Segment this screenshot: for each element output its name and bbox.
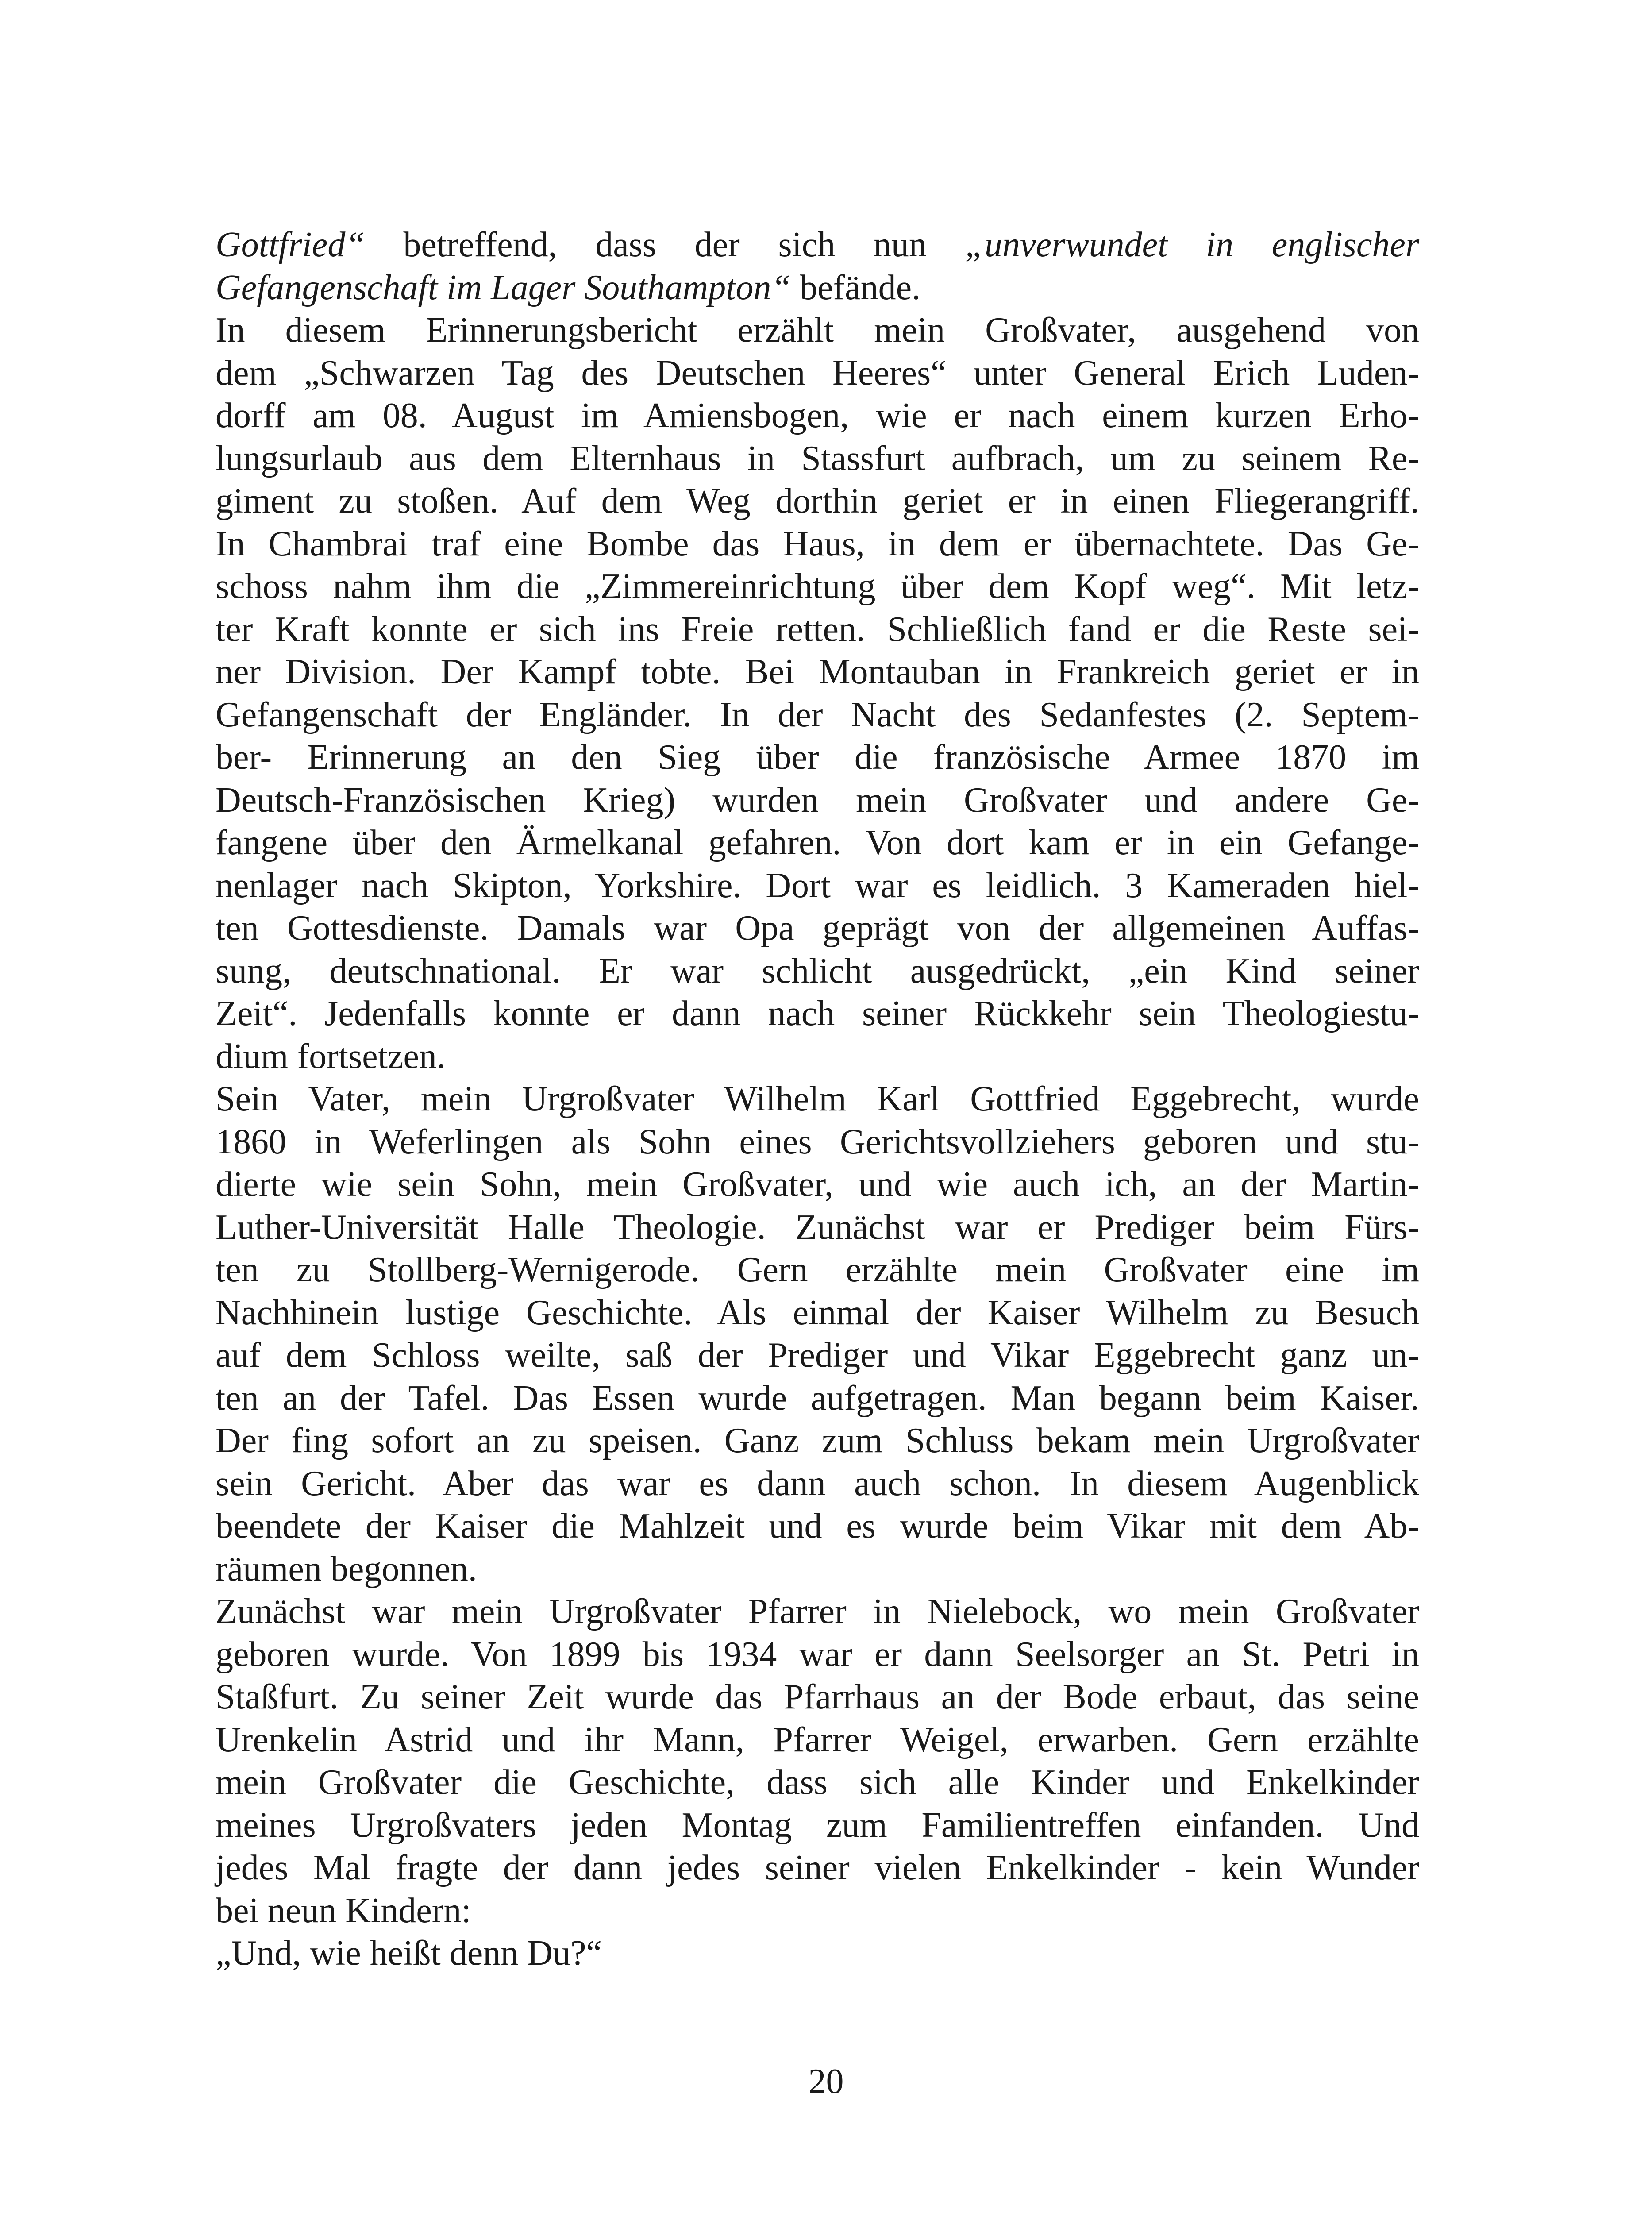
text-line xyxy=(216,907,1419,950)
text-segment: dorff am 08. August im Amiensbogen, wie er nach einem kurzen Erho- xyxy=(216,396,1419,435)
text-line xyxy=(216,1206,1419,1249)
text-line xyxy=(216,950,1419,993)
text-segment: giment zu stoßen. Auf dem Weg dorthin geriet er in einen Fliegerangriff. xyxy=(216,482,1419,520)
text-line xyxy=(216,1334,1419,1377)
text-segment: dem „Schwarzen Tag des Deutschen Heeres“ unter General Erich Luden- xyxy=(216,353,1419,393)
text-segment: ter Kraft konnte er sich ins Freie retten. Schließlich fand er die Reste sei- xyxy=(216,609,1419,649)
text-segment: In diesem Erinnerungsbericht erzählt mein Großvater, ausgehend von xyxy=(216,311,1419,350)
text-line xyxy=(216,1249,1419,1292)
text-segment: Sein Vater, mein Urgroßvater Wilhelm Karl Gottfried Eggebrecht, wurde xyxy=(216,1080,1419,1118)
text-segment: auf dem Schloss weilte, saß der Prediger und Vikar Eggebrecht ganz un- xyxy=(216,1336,1419,1375)
text-segment: betreffend, dass der sich nun xyxy=(365,225,965,264)
text-line xyxy=(216,1505,1419,1548)
text-segment: Zunächst war mein Urgroßvater Pfarrer in Nielebock, wo mein Großvater xyxy=(216,1592,1419,1631)
text-segment: sein Gericht. Aber das war es dann auch schon. In diesem Augenblick xyxy=(216,1464,1419,1503)
text-line xyxy=(216,992,1419,1035)
text-segment: Der fing sofort an zu speisen. Ganz zum Schluss bekam mein Urgroßvater xyxy=(216,1421,1419,1460)
italic-text-segment: Gottfried“ xyxy=(216,225,365,264)
text-segment: ner Division. Der Kampf tobte. Bei Montauban in Frankreich geriet er in xyxy=(216,652,1419,691)
text-line xyxy=(216,352,1419,395)
text-segment: ten Gottesdienste. Damals war Opa geprägt von der allgemeinen Auffas- xyxy=(216,909,1419,948)
body-text xyxy=(216,224,1419,1975)
text-line xyxy=(216,1633,1419,1676)
text-line xyxy=(216,1548,1419,1591)
text-segment: lungsurlaub aus dem Elternhaus in Stassfurt aufbrach, um zu seinem Re- xyxy=(216,439,1419,478)
text-segment: „Und, wie heißt denn Du?“ xyxy=(216,1934,602,1973)
text-line xyxy=(216,608,1419,651)
page-number: 20 xyxy=(808,2062,844,2101)
text-line xyxy=(216,437,1419,480)
text-line xyxy=(216,1889,1419,1932)
text-segment: bei neun Kindern: xyxy=(216,1891,471,1930)
text-segment: Deutsch-Französischen Krieg) wurden mein Großvater und andere Ge- xyxy=(216,780,1419,820)
italic-text-segment: „unverwundet in englischer xyxy=(965,225,1420,264)
text-segment: ten an der Tafel. Das Essen wurde aufgetragen. Man begann beim Kaiser. xyxy=(216,1378,1419,1418)
text-line xyxy=(216,1121,1419,1164)
text-segment: Nachhinein lustige Geschichte. Als einmal der Kaiser Wilhelm zu Besuch xyxy=(216,1293,1419,1332)
text-line xyxy=(216,651,1419,694)
text-line xyxy=(216,1462,1419,1505)
text-segment: schoss nahm ihm die „Zimmereinrichtung über dem Kopf weg“. Mit letz- xyxy=(216,567,1419,606)
text-segment: räumen begonnen. xyxy=(216,1549,477,1588)
text-line xyxy=(216,1719,1419,1762)
text-segment: dium fortsetzen. xyxy=(216,1037,446,1076)
text-segment: geboren wurde. Von 1899 bis 1934 war er dann Seelsorger an St. Petri in xyxy=(216,1635,1419,1674)
text-segment: Urenkelin Astrid und ihr Mann, Pfarrer Weigel, erwarben. Gern erzählte xyxy=(216,1720,1419,1759)
text-segment: In Chambrai traf eine Bombe das Haus, in dem er übernachtete. Das Ge- xyxy=(216,524,1419,563)
text-line xyxy=(216,1932,1419,1975)
text-line xyxy=(216,1163,1419,1206)
italic-text-segment: Gefangenschaft im Lager Southampton“ xyxy=(216,268,791,307)
text-segment: Zeit“. Jedenfalls konnte er dann nach seiner Rückkehr sein Theologiestu- xyxy=(216,994,1419,1033)
text-segment: ber- Erinnerung an den Sieg über die französische Armee 1870 im xyxy=(216,738,1419,777)
text-line xyxy=(216,224,1419,266)
text-segment: ten zu Stollberg-Wernigerode. Gern erzählte mein Großvater eine im xyxy=(216,1250,1419,1289)
text-line xyxy=(216,821,1419,864)
text-line xyxy=(216,1590,1419,1633)
text-segment: 1860 in Weferlingen als Sohn eines Gerichtsvollziehers geboren und stu- xyxy=(216,1122,1419,1161)
text-line xyxy=(216,309,1419,352)
text-line xyxy=(216,1676,1419,1719)
text-segment: fangene über den Ärmelkanal gefahren. Von dort kam er in ein Gefange- xyxy=(216,823,1419,862)
text-segment: befände. xyxy=(790,268,921,307)
text-line xyxy=(216,1035,1419,1078)
text-line xyxy=(216,1761,1419,1804)
text-line xyxy=(216,394,1419,437)
text-segment: Luther-Universität Halle Theologie. Zunächst war er Prediger beim Fürs- xyxy=(216,1207,1419,1247)
text-line xyxy=(216,779,1419,822)
text-line xyxy=(216,864,1419,907)
text-segment: beendete der Kaiser die Mahlzeit und es wurde beim Vikar mit dem Ab- xyxy=(216,1507,1419,1546)
text-line xyxy=(216,1292,1419,1334)
text-segment: sung, deutschnational. Er war schlicht ausgedrückt, „ein Kind seiner xyxy=(216,951,1419,991)
text-segment: mein Großvater die Geschichte, dass sich alle Kinder und Enkelkinder xyxy=(216,1763,1419,1802)
text-line xyxy=(216,565,1419,608)
text-segment: jedes Mal fragte der dann jedes seiner vielen Enkelkinder - kein Wunder xyxy=(216,1848,1419,1887)
text-line xyxy=(216,480,1419,523)
text-line xyxy=(216,736,1419,779)
text-line xyxy=(216,1419,1419,1462)
text-line xyxy=(216,1847,1419,1889)
text-line xyxy=(216,694,1419,736)
text-line xyxy=(216,1804,1419,1847)
text-segment: Staßfurt. Zu seiner Zeit wurde das Pfarrhaus an der Bode erbaut, das seine xyxy=(216,1677,1419,1716)
text-line xyxy=(216,266,1419,309)
text-line xyxy=(216,523,1419,566)
text-segment: dierte wie sein Sohn, mein Großvater, und wie auch ich, an der Martin- xyxy=(216,1165,1419,1204)
text-segment: Gefangenschaft der Engländer. In der Nacht des Sedanfestes (2. Septem- xyxy=(216,695,1419,734)
text-segment: nenlager nach Skipton, Yorkshire. Dort war es leidlich. 3 Kameraden hiel- xyxy=(216,866,1419,905)
text-line xyxy=(216,1377,1419,1420)
text-segment: meines Urgroßvaters jeden Montag zum Familientreffen einfanden. Und xyxy=(216,1805,1419,1845)
text-line xyxy=(216,1078,1419,1121)
